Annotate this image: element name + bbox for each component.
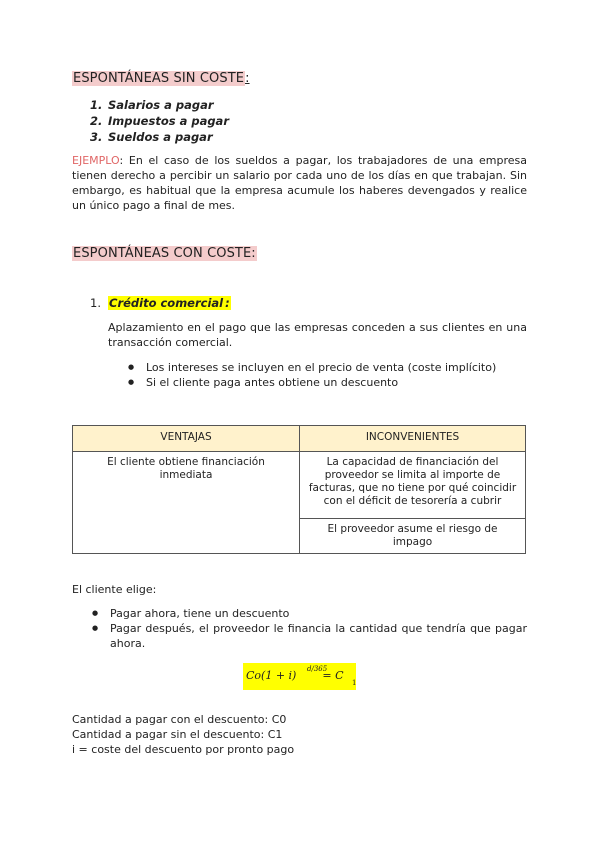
comparison-table bbox=[72, 425, 526, 554]
list-number: 1. bbox=[90, 98, 103, 112]
credit-title-colon: : bbox=[225, 296, 230, 310]
credit-number: 1. bbox=[90, 296, 101, 310]
formula-exponent: d/365 bbox=[307, 665, 328, 673]
list-item: ● Si el cliente paga antes obtiene un descuento bbox=[126, 375, 536, 390]
formula-rhs: = C bbox=[322, 669, 344, 682]
client-choice-bullets bbox=[90, 606, 527, 651]
advantage-cell: El cliente obtiene financiación inmediata bbox=[73, 452, 300, 554]
list-text: Impuestos a pagar bbox=[108, 114, 229, 128]
formula-lhs: Co(1 + i) bbox=[246, 669, 297, 682]
list-item: ● Los intereses se incluyen en el precio de venta (coste implícito) bbox=[126, 360, 536, 375]
example-label: EJEMPLO bbox=[72, 154, 120, 167]
list-text: Salarios a pagar bbox=[108, 98, 214, 112]
list-item: ● Pagar ahora, tiene un descuento bbox=[90, 606, 527, 621]
heading-sin-coste-colon: : bbox=[245, 71, 250, 86]
example-paragraph bbox=[72, 153, 527, 213]
definitions bbox=[72, 712, 527, 757]
header-ventajas: VENTAJAS bbox=[73, 426, 300, 452]
discount-formula bbox=[243, 663, 356, 690]
heading-sin-coste bbox=[72, 71, 250, 86]
list-item bbox=[90, 113, 229, 129]
definition-line: Cantidad a pagar con el descuento: C0 bbox=[72, 713, 287, 726]
table-row bbox=[73, 452, 526, 519]
client-choice-intro: El cliente elige: bbox=[72, 583, 157, 596]
list-item bbox=[90, 129, 229, 145]
example-text: : En el caso de los sueldos a pagar, los trabajadores de una empresa tienen derecho a percibir un salario por cada uno de los días en que trabajan. Sin embargo, es habitual que la empresa acumule los haberes devengados y realice un único pago a final de mes. bbox=[72, 154, 527, 212]
credit-title-text: Crédito comercial bbox=[109, 296, 224, 310]
disadvantage-cell: El proveedor asume el riesgo de impago bbox=[300, 519, 526, 554]
table-header-row bbox=[73, 426, 526, 452]
credit-description: Aplazamiento en el pago que las empresas conceden a sus clientes en una transacción comercial. bbox=[108, 321, 527, 349]
heading-sin-coste-text: ESPONTÁNEAS SIN COSTE bbox=[73, 71, 245, 86]
disadvantage-cell: La capacidad de financiación del proveedor se limita al importe de facturas, que no tiene por qué coincidir con el déficit de tesorería a cubrir bbox=[300, 452, 526, 519]
list-number: 3. bbox=[90, 130, 103, 144]
definition-line: Cantidad a pagar sin el descuento: C1 bbox=[72, 728, 283, 741]
definition-line: i = coste del descuento por pronto pago bbox=[72, 743, 295, 756]
formula-main bbox=[246, 669, 344, 682]
formula-subscript: 1 bbox=[352, 679, 357, 687]
list-text: Sueldos a pagar bbox=[108, 130, 213, 144]
credit-title bbox=[90, 296, 231, 310]
list-item: ● Pagar después, el proveedor le financia la cantidad que tendría que pagar ahora. bbox=[90, 621, 527, 651]
list-item bbox=[90, 97, 229, 113]
header-inconvenientes: INCONVENIENTES bbox=[300, 426, 526, 452]
credit-bullets bbox=[126, 360, 536, 390]
sin-coste-list bbox=[90, 97, 229, 145]
list-number: 2. bbox=[90, 114, 103, 128]
heading-con-coste: ESPONTÁNEAS CON COSTE: bbox=[73, 246, 256, 261]
